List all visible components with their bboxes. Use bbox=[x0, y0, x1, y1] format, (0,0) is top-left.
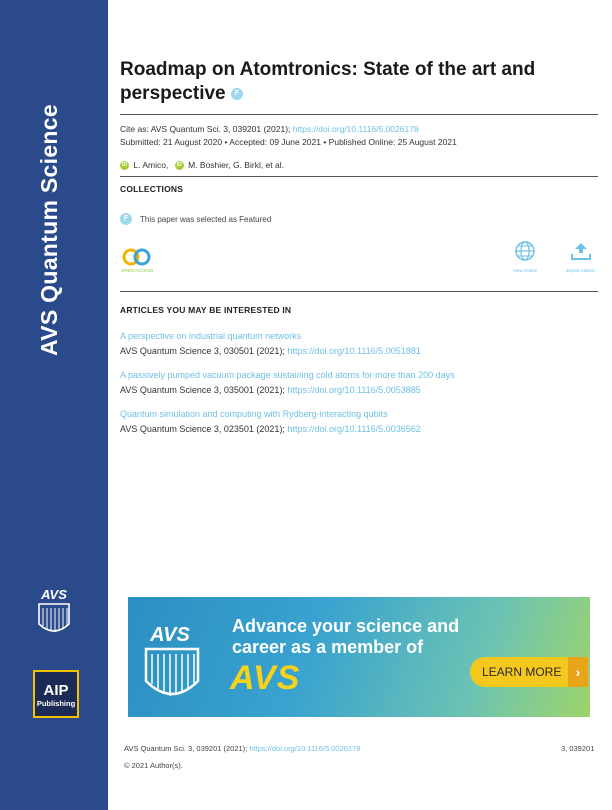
aip-logo-subtext: Publishing bbox=[36, 699, 76, 708]
related-article-source: AVS Quantum Science 3, 030501 (2021); bbox=[120, 346, 285, 356]
featured-collection-icon[interactable]: F bbox=[120, 213, 132, 225]
aip-publishing-logo bbox=[33, 670, 79, 718]
article-title: Roadmap on Atomtronics: State of the art and perspective bbox=[120, 59, 536, 104]
banner-emblem-text: AVS bbox=[150, 624, 190, 646]
footer-page-number: 3, 039201 bbox=[561, 744, 595, 753]
avs-logo-icon bbox=[32, 586, 76, 640]
related-article-cite bbox=[120, 424, 421, 434]
collections-heading: COLLECTIONS bbox=[120, 184, 184, 194]
authors-line bbox=[120, 160, 284, 170]
cite-line bbox=[120, 124, 419, 134]
learn-more-button[interactable] bbox=[470, 657, 588, 687]
cite-prefix: Cite as: AVS Quantum Sci. 3, 039201 (2021); bbox=[120, 124, 291, 134]
banner-headline-1: Advance your science and bbox=[232, 616, 460, 636]
export-icon bbox=[570, 240, 592, 262]
orcid-icon[interactable]: iD bbox=[176, 162, 182, 169]
author-first[interactable]: L. Amico, bbox=[133, 160, 169, 170]
publication-dates: Submitted: 21 August 2020 • Accepted: 09 June 2021 • Published Online: 25 August 2021 bbox=[120, 137, 457, 147]
export-citation-label: Export Citation bbox=[566, 268, 596, 273]
divider bbox=[120, 291, 598, 292]
footer-copyright: © 2021 Author(s). bbox=[124, 761, 183, 770]
divider bbox=[120, 114, 598, 115]
export-citation-button[interactable] bbox=[566, 240, 596, 273]
aip-logo-text: AIP bbox=[43, 682, 69, 699]
view-online-button[interactable] bbox=[510, 240, 540, 273]
related-article-doi-link[interactable]: https://doi.org/10.1116/5.0036562 bbox=[287, 424, 421, 434]
footer-doi-link[interactable]: https://doi.org/10.1116/5.0026178 bbox=[249, 744, 361, 753]
learn-more-label: LEARN MORE bbox=[482, 665, 562, 679]
view-online-label: View Online bbox=[513, 268, 537, 273]
banner-headline-2: career as a member of bbox=[232, 637, 424, 657]
avs-emblem-icon bbox=[136, 621, 212, 711]
related-article-source: AVS Quantum Science 3, 023501 (2021); bbox=[120, 424, 285, 434]
journal-name: AVS Quantum Science bbox=[36, 104, 62, 356]
related-articles-heading: ARTICLES YOU MAY BE INTERESTED IN bbox=[120, 305, 292, 315]
avs-membership-banner[interactable] bbox=[128, 597, 590, 717]
open-access-label: OPEN ACCESS bbox=[121, 268, 154, 273]
author-rest[interactable]: M. Boshier, G. Birkl, et al. bbox=[188, 160, 284, 170]
related-article-doi-link[interactable]: https://doi.org/10.1116/5.0051881 bbox=[287, 346, 421, 356]
footer-cite-line bbox=[124, 744, 360, 753]
article-title-block bbox=[120, 58, 590, 106]
article-doi-link[interactable]: https://doi.org/10.1116/5.0026178 bbox=[292, 124, 419, 134]
related-article-source: AVS Quantum Science 3, 035001 (2021); bbox=[120, 385, 285, 395]
banner-brand: AVS bbox=[230, 659, 301, 697]
divider bbox=[120, 176, 598, 177]
orcid-icon[interactable]: iD bbox=[122, 162, 127, 169]
footer-cite: AVS Quantum Sci. 3, 039201 (2021); bbox=[124, 744, 248, 753]
related-article-title[interactable]: A passively pumped vacuum package sustaining cold atoms for more than 200 days bbox=[120, 370, 455, 380]
related-article-title[interactable]: A perspective on industrial quantum networks bbox=[120, 331, 302, 341]
related-article-cite bbox=[120, 385, 421, 395]
featured-badge-icon[interactable]: F bbox=[231, 88, 243, 100]
journal-sidebar bbox=[0, 0, 108, 810]
chevron-right-icon: › bbox=[568, 657, 588, 687]
related-article-title[interactable]: Quantum simulation and computing with Rydberg-interacting qubits bbox=[120, 409, 388, 419]
featured-note: This paper was selected as Featured bbox=[140, 215, 272, 224]
avs-logo-text: AVS bbox=[41, 587, 67, 602]
related-article-cite bbox=[120, 346, 421, 356]
globe-icon bbox=[514, 240, 536, 262]
related-article-doi-link[interactable]: https://doi.org/10.1116/5.0053885 bbox=[287, 385, 421, 395]
